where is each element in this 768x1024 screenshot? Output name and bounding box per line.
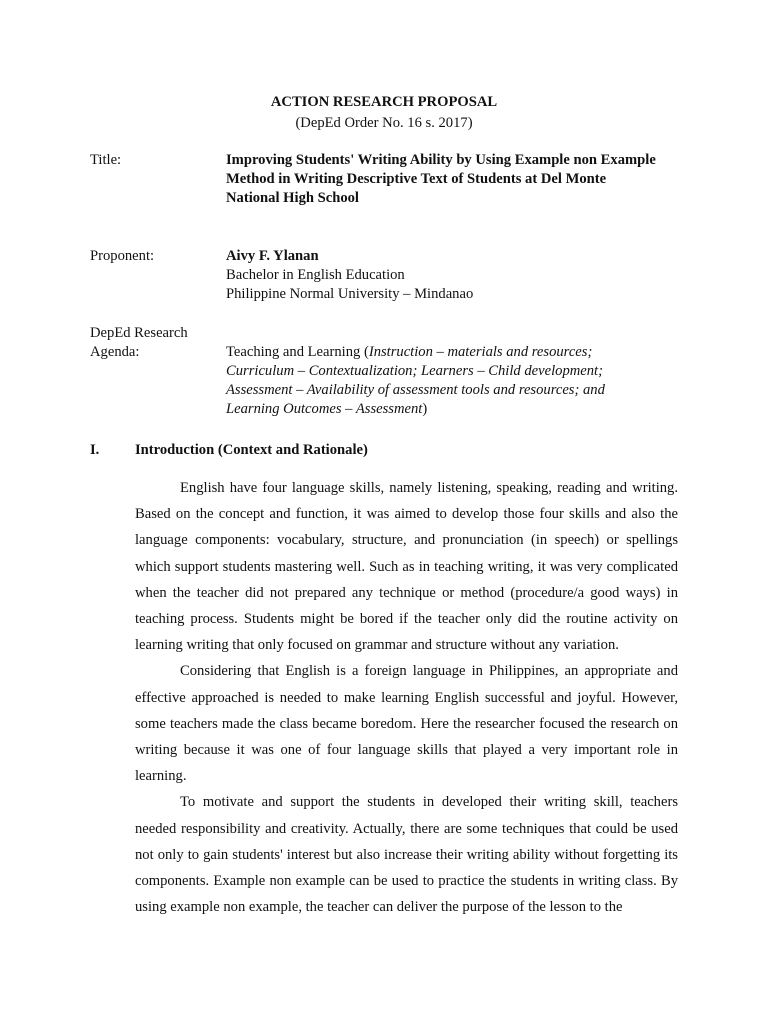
proponent-school: Philippine Normal University – Mindanao [226, 286, 474, 302]
proponent-value [226, 247, 696, 304]
agenda-label-line: DepEd Research [90, 325, 188, 341]
section-title: Introduction (Context and Rationale) [135, 442, 368, 458]
title-label: Title: [90, 152, 122, 168]
paragraph: English have four language skills, namely listening, speaking, reading and writing. Based on the concept and function, it was aimed to develop those four skills and also the language components: vocabulary, structure, and pronunciation (in speech) or spellings which support students mastering well. Such as in teaching writing, it was very complicated when the teacher did not prepared any technique or method (procedure/a good ways) in teaching process. Students might be bored if the teacher only did the routine activity on learning writing that only focused on grammar and structure without any variation. [135, 480, 678, 654]
proponent-label: Proponent: [90, 248, 155, 264]
proponent-degree: Bachelor in English Education [226, 267, 405, 283]
agenda-line-plain: ) [422, 401, 428, 417]
document-title: ACTION RESEARCH PROPOSAL [270, 94, 498, 110]
agenda-line-italic: Instruction – materials and resources; [368, 344, 593, 360]
proponent-name: Aivy F. Ylanan [226, 248, 319, 264]
agenda-label-line: Agenda: [90, 344, 140, 360]
document-subtitle: (DepEd Order No. 16 s. 2017) [295, 115, 473, 131]
paragraph: To motivate and support the students in developed their writing skill, teachers needed responsibility and creativity. Actually, there are some techniques that could be used not only to gain students' interest but also increase their writing ability without forgetting its components. Example non example can be used to practice the students in writing class. By using example non example, the teacher can deliver the purpose of the lesson to the [135, 794, 678, 916]
agenda-line [226, 400, 696, 419]
body-text [135, 475, 678, 920]
paragraph: Considering that English is a foreign language in Philippines, an appropriate and effective approached is needed to make learning English successful and joyful. However, some teachers made the class became boredom. Here the researcher focused the research on writing because it was one of four language skills that played a very important role in learning. [135, 663, 678, 785]
title-value [226, 151, 696, 208]
title-line: Improving Students' Writing Ability by Using Example non Example [226, 152, 656, 168]
title-line: Method in Writing Descriptive Text of Students at Del Monte [226, 171, 607, 187]
agenda-line [226, 343, 696, 362]
agenda-line: Assessment – Availability of assessment tools and resources; and [226, 382, 605, 398]
agenda-line-italic: Learning Outcomes – Assessment [226, 401, 423, 417]
agenda-label [90, 324, 220, 362]
agenda-value [226, 343, 696, 419]
title-line: National High School [226, 190, 359, 206]
agenda-line: Curriculum – Contextualization; Learners – Child development; [226, 363, 603, 379]
section-number: I. [90, 442, 100, 458]
agenda-line-plain: Teaching and Learning ( [226, 344, 369, 360]
